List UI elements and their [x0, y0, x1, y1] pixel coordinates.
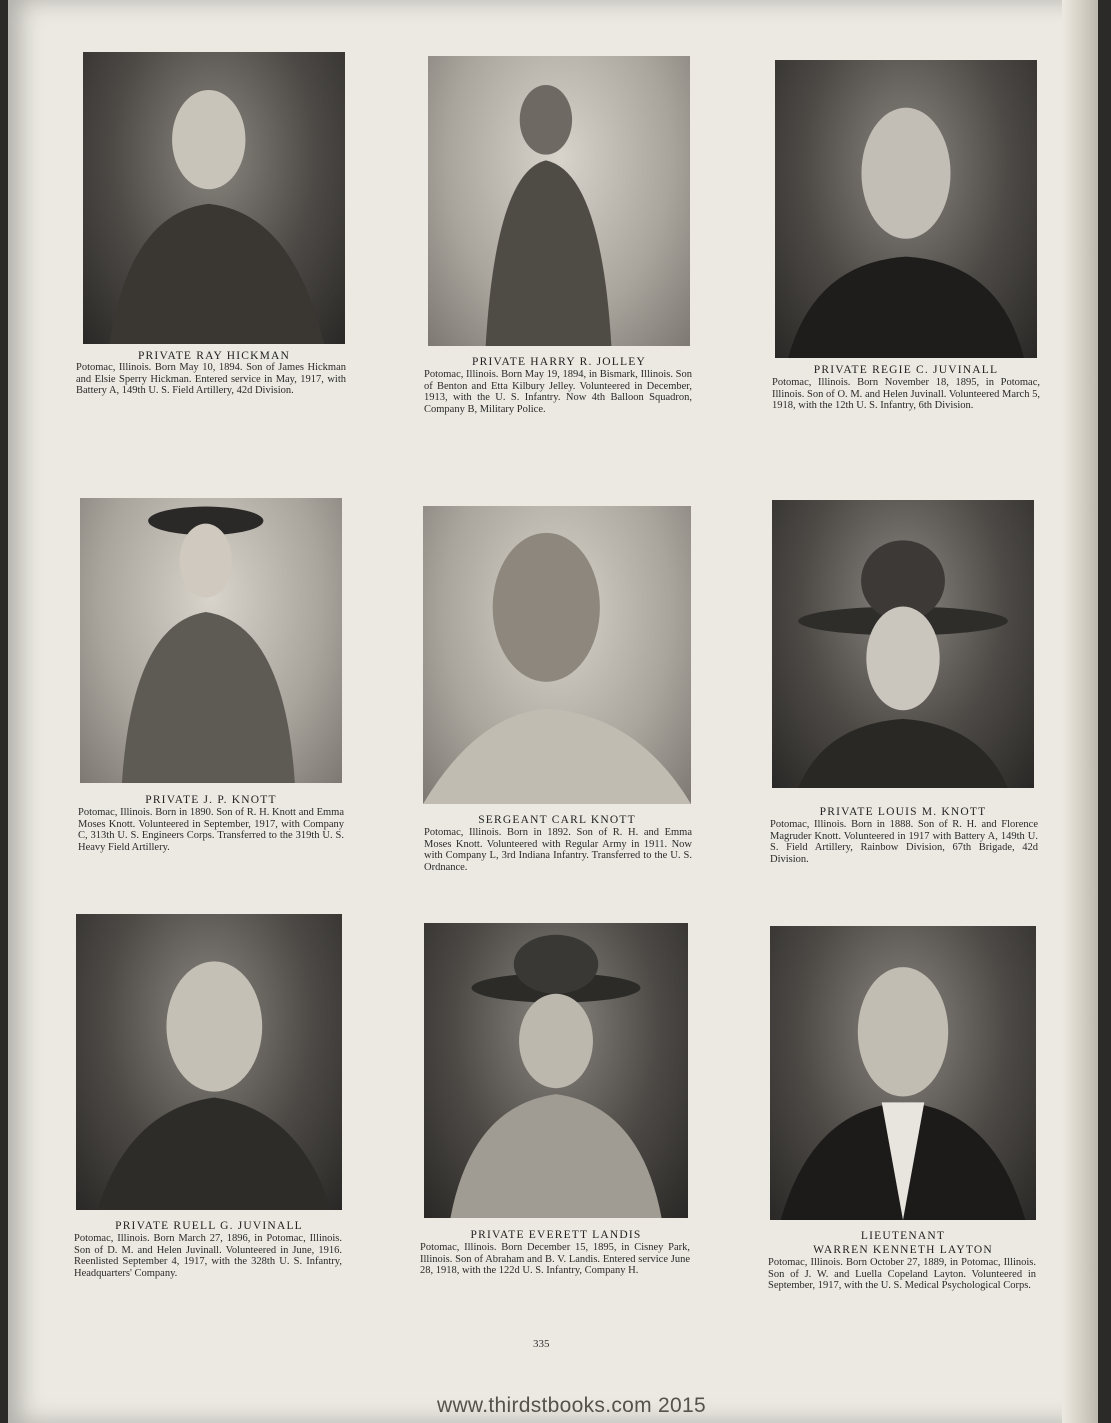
page-gutter — [1062, 0, 1098, 1423]
soldier-name: PRIVATE RAY HICKMAN — [137, 350, 291, 362]
soldier-name: PRIVATE HARRY R. JOLLEY — [472, 356, 646, 368]
soldier-name: PRIVATE J. P. KNOTT — [145, 794, 277, 806]
portrait-photo — [770, 926, 1036, 1220]
soldier-bio: Potomac, Illinois. Born May 10, 1894. Son of James Hickman and Elsie Sperry Hickman. Entered service in May, 1917, with Battery A, 149th U. S. Field Artillery, 42d Division. — [76, 362, 346, 396]
soldier-name: SERGEANT CARL KNOTT — [478, 814, 636, 826]
book-page — [8, 0, 1098, 1423]
soldier-bio: Potomac, Illinois. Born October 27, 1889, in Potomac, Illinois. Son of J. W. and Luella Copeland Layton. Volunteered in September, 1917, with the U. S. Medical Psychological Corps. — [768, 1257, 1036, 1291]
soldier-name: PRIVATE REGIE C. JUVINALL — [813, 364, 999, 376]
portrait-photo — [775, 60, 1037, 358]
soldier-bio: Potomac, Illinois. Born March 27, 1896, in Potomac, Illinois. Son of D. M. and Helen Juvinall. Volunteered in June, 1916. Reenlisted September 4, 1917, with the 328th U. S. Infantry, Headquarters' Company. — [74, 1233, 342, 1279]
soldier-bio: Potomac, Illinois. Born in 1890. Son of R. H. Knott and Emma Moses Knott. Volunteered in September, 1917, with Company C, 313th U. S. Engineers Corps. Transferred to the 319th U. S. Heavy Field Artillery. — [78, 807, 344, 853]
portrait-photo — [428, 56, 690, 346]
portrait-photo — [423, 506, 691, 804]
soldier-bio: Potomac, Illinois. Born May 19, 1894, in Bismark, Illinois. Son of Benton and Etta Kilbury Jelley. Volunteered in December, 1913, with the U. S. Infantry. Now 4th Balloon Squadron, Company B, Military Police. — [424, 369, 692, 415]
soldier-bio: Potomac, Illinois. Born November 18, 1895, in Potomac, Illinois. Son of O. M. and Helen Juvinall. Volunteered March 5, 1918, with the 12th U. S. Infantry, 6th Division. — [772, 377, 1040, 411]
portrait-photo — [83, 52, 345, 344]
soldier-name: PRIVATE LOUIS M. KNOTT — [819, 806, 987, 818]
soldier-bio: Potomac, Illinois. Born in 1892. Son of R. H. and Emma Moses Knott. Volunteered with Regular Army in 1911. Now with Company L, 3rd Indiana Infantry. Transferred to the U. S. Ordnance. — [424, 827, 692, 873]
soldier-name: PRIVATE EVERETT LANDIS — [470, 1229, 642, 1241]
portrait-photo — [80, 498, 342, 783]
page-number: 335 — [533, 1338, 550, 1350]
portrait-photo — [772, 500, 1034, 788]
portrait-photo — [424, 923, 688, 1218]
soldier-name: LIEUTENANT WARREN KENNETH LAYTON — [813, 1230, 993, 1256]
watermark-text: www.thirdstbooks.com 2015 — [437, 1394, 706, 1417]
soldier-name: PRIVATE RUELL G. JUVINALL — [115, 1220, 303, 1232]
portrait-photo — [76, 914, 342, 1210]
soldier-bio: Potomac, Illinois. Born December 15, 1895, in Cisney Park, Illinois. Son of Abraham and B. V. Landis. Entered service June 28, 1918, with the 122d U. S. Infantry, Company H. — [420, 1242, 690, 1276]
soldier-bio: Potomac, Illinois. Born in 1888. Son of R. H. and Florence Magruder Knott. Volunteered in 1917 with Battery A, 149th U. S. Field Artillery, Rainbow Division, 67th Brigade, 42d Division. — [770, 819, 1038, 865]
